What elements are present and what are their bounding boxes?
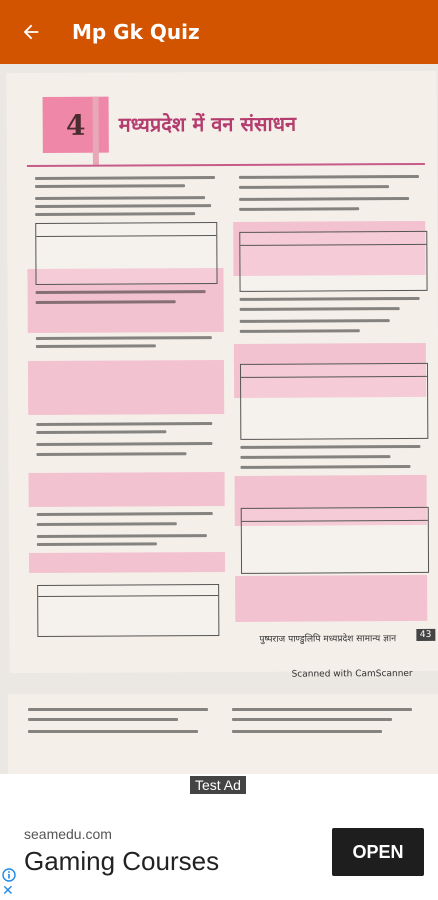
app-title: Mp Gk Quiz (72, 20, 200, 44)
text-line (36, 430, 166, 434)
chapter-title: मध्यप्रदेश में वन संसाधन (118, 111, 297, 137)
text-line (232, 718, 392, 721)
text-line (36, 442, 212, 446)
text-line (36, 422, 212, 426)
text-line (37, 512, 213, 516)
text-line (232, 708, 412, 711)
text-line (37, 522, 177, 526)
text-line (37, 534, 207, 538)
text-line (35, 176, 215, 180)
data-table (241, 507, 429, 574)
text-line (37, 542, 157, 546)
page-footer (259, 631, 435, 646)
ad-tag: Test Ad (190, 776, 246, 794)
data-table (37, 584, 219, 637)
text-line (28, 718, 178, 721)
chapter-divider (93, 97, 99, 165)
text-line (240, 319, 390, 323)
app-bar (0, 0, 438, 64)
highlight-block (29, 552, 225, 573)
scanned-page (6, 71, 438, 680)
text-line (36, 336, 212, 340)
title-underline (27, 163, 425, 167)
ad-domain: seamedu.com (24, 826, 112, 842)
text-line (239, 175, 419, 179)
text-line (35, 196, 205, 200)
data-table (35, 222, 217, 285)
text-line (35, 204, 211, 208)
scanner-watermark: Scanned with CamScanner (291, 669, 413, 680)
highlight-block (29, 472, 225, 507)
text-line (239, 207, 359, 211)
text-line (240, 465, 410, 469)
highlight-block (235, 575, 427, 622)
text-line (28, 730, 198, 733)
text-line (239, 185, 389, 189)
ad-open-button[interactable]: OPEN (332, 828, 424, 876)
ad-choices-icon[interactable] (2, 868, 16, 882)
page-number: 43 (416, 629, 436, 641)
next-scanned-page (8, 694, 438, 774)
ad-headline[interactable]: Gaming Courses (24, 846, 220, 876)
text-line (36, 344, 156, 348)
text-line (35, 212, 195, 216)
text-line (239, 197, 409, 201)
text-line (240, 297, 420, 301)
data-table (239, 231, 427, 292)
text-line (240, 445, 420, 449)
ad-banner[interactable] (0, 774, 438, 900)
text-line (240, 455, 390, 459)
footer-text: पुष्पराज पाण्डुलिपि मध्यप्रदेश सामान्य ज्ञान (259, 634, 397, 645)
ad-close-icon[interactable]: ✕ (2, 883, 14, 899)
data-table (240, 363, 428, 440)
back-arrow-icon[interactable] (20, 21, 42, 43)
text-line (36, 452, 186, 456)
text-line (28, 708, 208, 711)
chapter-number: 4 (43, 97, 109, 153)
text-line (240, 329, 360, 333)
scanned-page-viewer[interactable] (0, 64, 438, 774)
highlight-block (28, 360, 224, 415)
text-line (232, 730, 382, 733)
text-line (240, 307, 400, 311)
text-line (35, 184, 185, 188)
